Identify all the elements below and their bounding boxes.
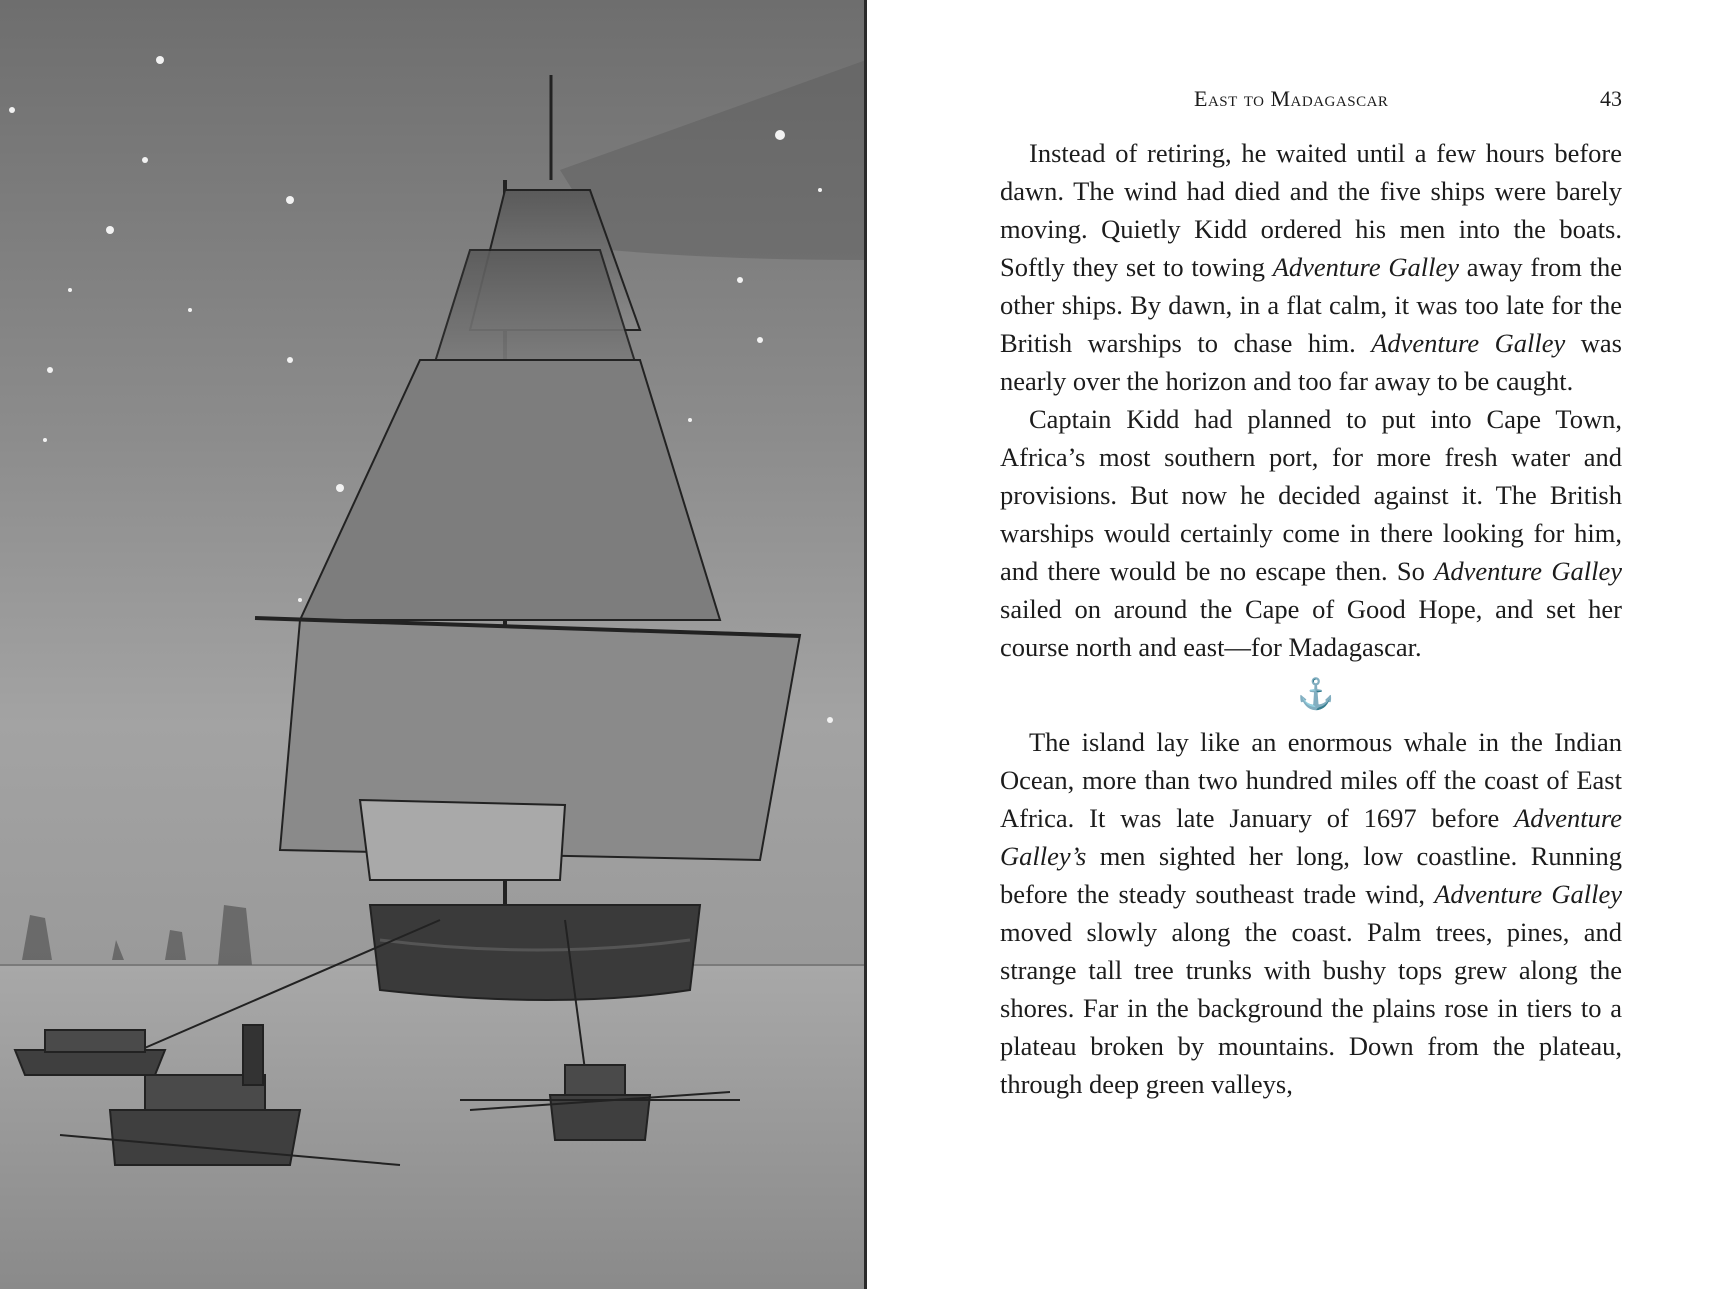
page-gutter — [864, 0, 867, 1289]
paragraph-2: Captain Kidd had planned to put into Cape Town, Africa’s most southern port, for more fresh water and provisions. But now he decided against it. The British warships would certainly come in there looking for him, and there would be no escape then. So Adventure Galley sailed on around the Cape of Good Hope, and set her course north and east—for Madagascar. — [1000, 404, 1622, 662]
running-head — [1000, 86, 1622, 116]
paragraph-3: The island lay like an enormous whale in the Indian Ocean, more than two hundred miles off the coast of East Africa. It was late January of 1697 before Adventure Galley’s men sighted her long, low coastline. Running before the steady southeast trade wind, Adventure Galley moved slowly along the coast. Palm trees, pines, and strange tall tree trunks with bushy tops grew along the shores. Far in the background the plains rose in tiers to a plateau broken by mountains. Down from the plateau, through deep green valleys, — [1000, 727, 1622, 1099]
page-number: 43 — [1600, 86, 1622, 111]
paragraph-1: Instead of retiring, he waited until a few hours before dawn. The wind had died and the five ships were barely moving. Quietly Kidd ordered his men into the boats. Softly they set to towing Adventure Galley away from the other ships. By dawn, in a flat calm, it was too late for the British warships to chase him. Adventure Galley was nearly over the horizon and too far away to be caught. — [1000, 138, 1622, 396]
body-text — [1000, 134, 1622, 1103]
anchor-icon: ⚓ — [1297, 678, 1335, 711]
text-page — [1000, 0, 1622, 1289]
chapter-title: East to Madagascar — [1194, 86, 1389, 111]
